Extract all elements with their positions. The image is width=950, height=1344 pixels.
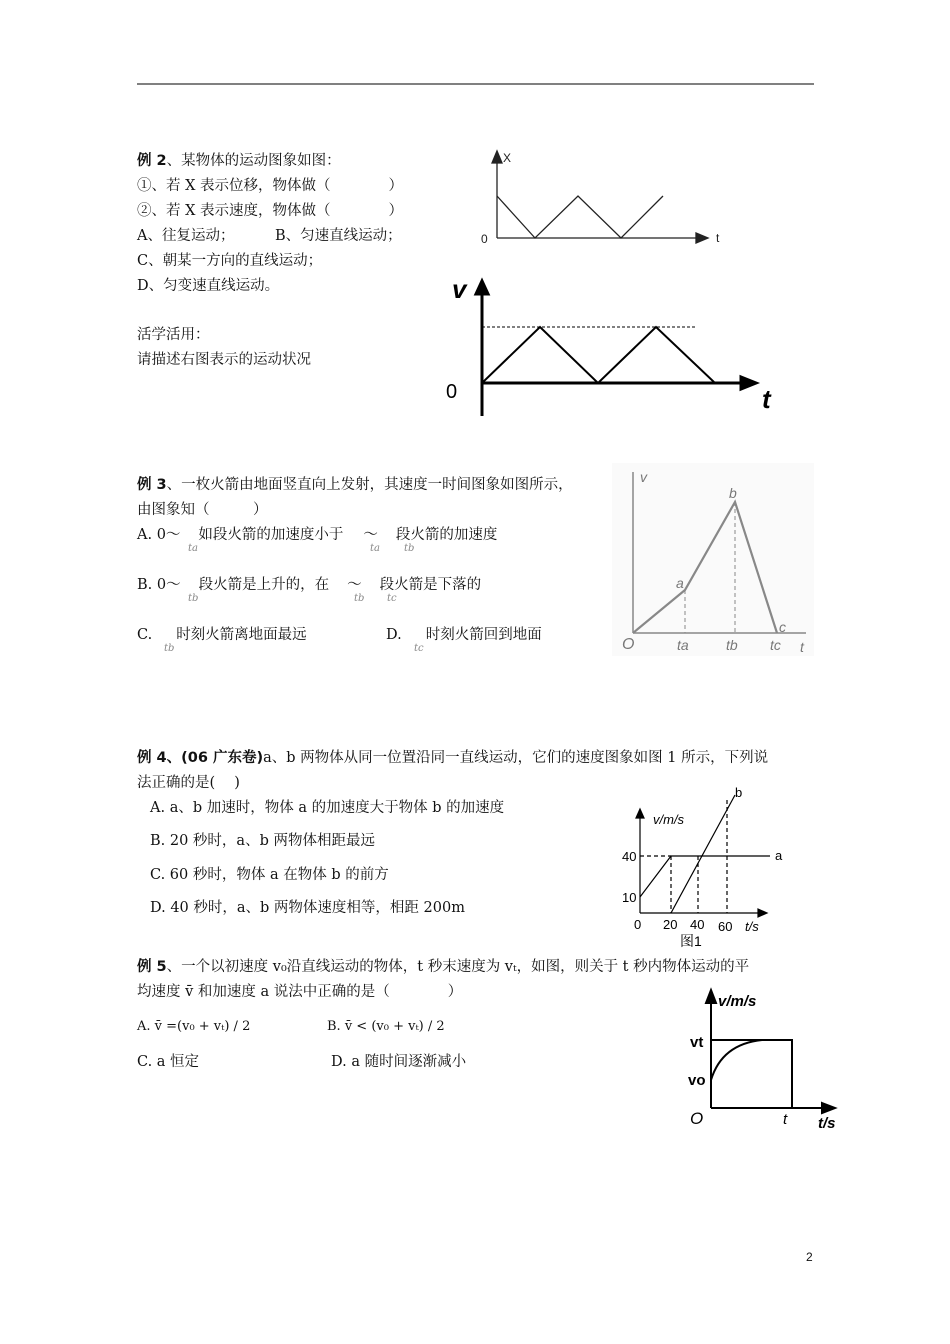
fig5-x-label: t/s [818,1115,836,1132]
fig2-origin: 0 [446,381,458,403]
fig3-tick-tc: tc [770,637,781,653]
ex4-title-text: a、b 两物体从同一位置沿同一直线运动，它们的速度图象如图 1 所示，下列说 [263,750,769,766]
sub-tb: tb [188,593,199,604]
fig4-xtick-20: 20 [663,917,678,932]
fig4-caption: 图1 [680,933,702,949]
ex5-title [137,958,749,976]
ex3-option-c [137,626,307,644]
opt-a-p2: 如段火箭的加速度小于 [198,527,344,543]
practice-title: 活学活用： [137,327,210,343]
ex2-option-d: D、匀变速直线运动。 [137,278,280,294]
fig5-vt-label: vt [690,1034,704,1051]
ex3-option-d [386,626,542,644]
ex2-q1: ①、若 X 表示位移，物体做（ ） [137,178,404,194]
ex4-option-c: C. 60 秒时，物体 a 在物体 b 的前方 [150,867,389,883]
fig4-x-label: t/s [745,919,759,934]
ex4-option-d: D. 40 秒时，a、b 两物体速度相等，相距 200m [150,900,465,916]
sub-ta: ta [370,543,380,554]
fig3-y-label: v [640,469,647,485]
ex3-title-2: 由图象知（ ） [137,502,268,518]
ex5-title-2: 均速度 v̄ 和加速度 a 说法中正确的是（ ） [137,984,463,1000]
ex4-fig1-graph [622,785,783,949]
practice-question: 请描述右图表示的运动状况 [137,352,311,368]
opt-c-p1: C. [137,627,153,643]
sub-tc: tc [414,643,424,654]
fig3-origin: O [622,636,635,653]
ex4-label: 例 4、(06 广东卷) [137,750,264,766]
ex2-title-text: 、某物体的运动图象如图： [166,153,341,169]
fig5-origin: O [690,1109,704,1128]
ex4-option-a: A. a、b 加速时，物体 a 的加速度大于物体 b 的加速度 [150,800,505,816]
page-number: 2 [806,1250,813,1264]
ex3-label: 例 3 [137,477,167,493]
sub-tb: tb [354,593,365,604]
fig5-v0-label: vo [688,1072,706,1089]
opt-c-p2: 时刻火箭离地面最远 [176,627,307,643]
ex4-title [137,749,768,767]
fig3-tick-tb: tb [726,637,738,653]
fig2-x-label: t [762,384,771,414]
ex2-option-c: C、朝某一方向的直线运动； [137,253,323,269]
ex3-title-text: 、一枚火箭由地面竖直向上发射，其速度一时间图象如图所示， [166,477,573,493]
sub-tb: tb [164,643,175,654]
fig3-tick-ta: ta [677,637,689,653]
fig5-y-label: v/m/s [718,993,757,1010]
ex2-option-b: B、匀速直线运动； [275,228,402,244]
ex2-title [137,152,341,170]
fig4-xtick-40: 40 [690,917,705,932]
fig3-x-label: t [800,639,804,655]
fig5-t-label: t [783,1111,788,1128]
fig4-ytick-40: 40 [622,849,637,864]
opt-d-p1: D. [386,627,402,643]
opt-a-p4: 段火箭的加速度 [395,527,498,543]
ex5-label: 例 5 [137,959,167,975]
fig4-line-b-label: b [735,785,743,800]
ex5-option-b: B. v̄ < (v₀ + vₜ) / 2 [327,1019,445,1034]
fig1-origin: 0 [481,232,488,246]
ex3-option-b [137,576,481,594]
opt-b-p3: ～ [347,577,362,593]
ex4-option-b: B. 20 秒时，a、b 两物体相距最远 [150,833,375,849]
ex5-title-text: 、一个以初速度 v₀沿直线运动的物体，t 秒末速度为 vₜ，如图，则关于 t 秒内物体运动的平 [166,959,750,975]
fig3-point-a: a [676,575,684,591]
ex3-title [137,476,573,494]
opt-b-p1: B. 0～ [137,577,181,593]
sub-tb: tb [404,543,415,554]
ex3-option-a [137,526,497,544]
ex2-q2: ②、若 X 表示速度，物体做（ ） [137,203,404,219]
fig4-line-a-label: a [775,848,783,863]
fig4-y-label: v/m/s [653,812,685,827]
ex2-option-a: A、往复运动； [137,228,235,244]
sub-tc: tc [387,593,397,604]
fig3-point-b: b [729,485,737,501]
ex2-vt-graph [446,274,772,416]
fig2-y-label: v [452,274,467,304]
ex5-option-c: C. a 恒定 [137,1054,200,1070]
ex5-graph [688,990,836,1132]
ex3-rocket-graph [612,463,814,656]
opt-a-p1: A. 0～ [137,527,181,543]
ex4-title-2: 法正确的是( ) [137,775,240,791]
fig1-x-label: t [716,231,720,245]
ex2-label: 例 2 [137,153,167,169]
opt-b-p2: 段火箭是上升的，在 [198,577,330,593]
opt-b-p4: 段火箭是下落的 [379,577,482,593]
opt-d-p2: 时刻火箭回到地面 [425,627,542,643]
ex5-option-d: D. a 随时间逐渐减小 [331,1054,467,1070]
fig4-xtick-60: 60 [718,919,733,934]
fig1-y-label: X [503,151,512,165]
ex2-xt-graph [481,151,720,246]
sub-ta: ta [188,543,198,554]
fig3-point-c: c [779,619,786,635]
fig4-xtick-0: 0 [634,917,642,932]
fig4-ytick-10: 10 [622,890,637,905]
ex5-option-a: A. v̄ =(v₀ + vₜ) / 2 [137,1019,251,1034]
opt-a-p3: ～ [363,527,378,543]
